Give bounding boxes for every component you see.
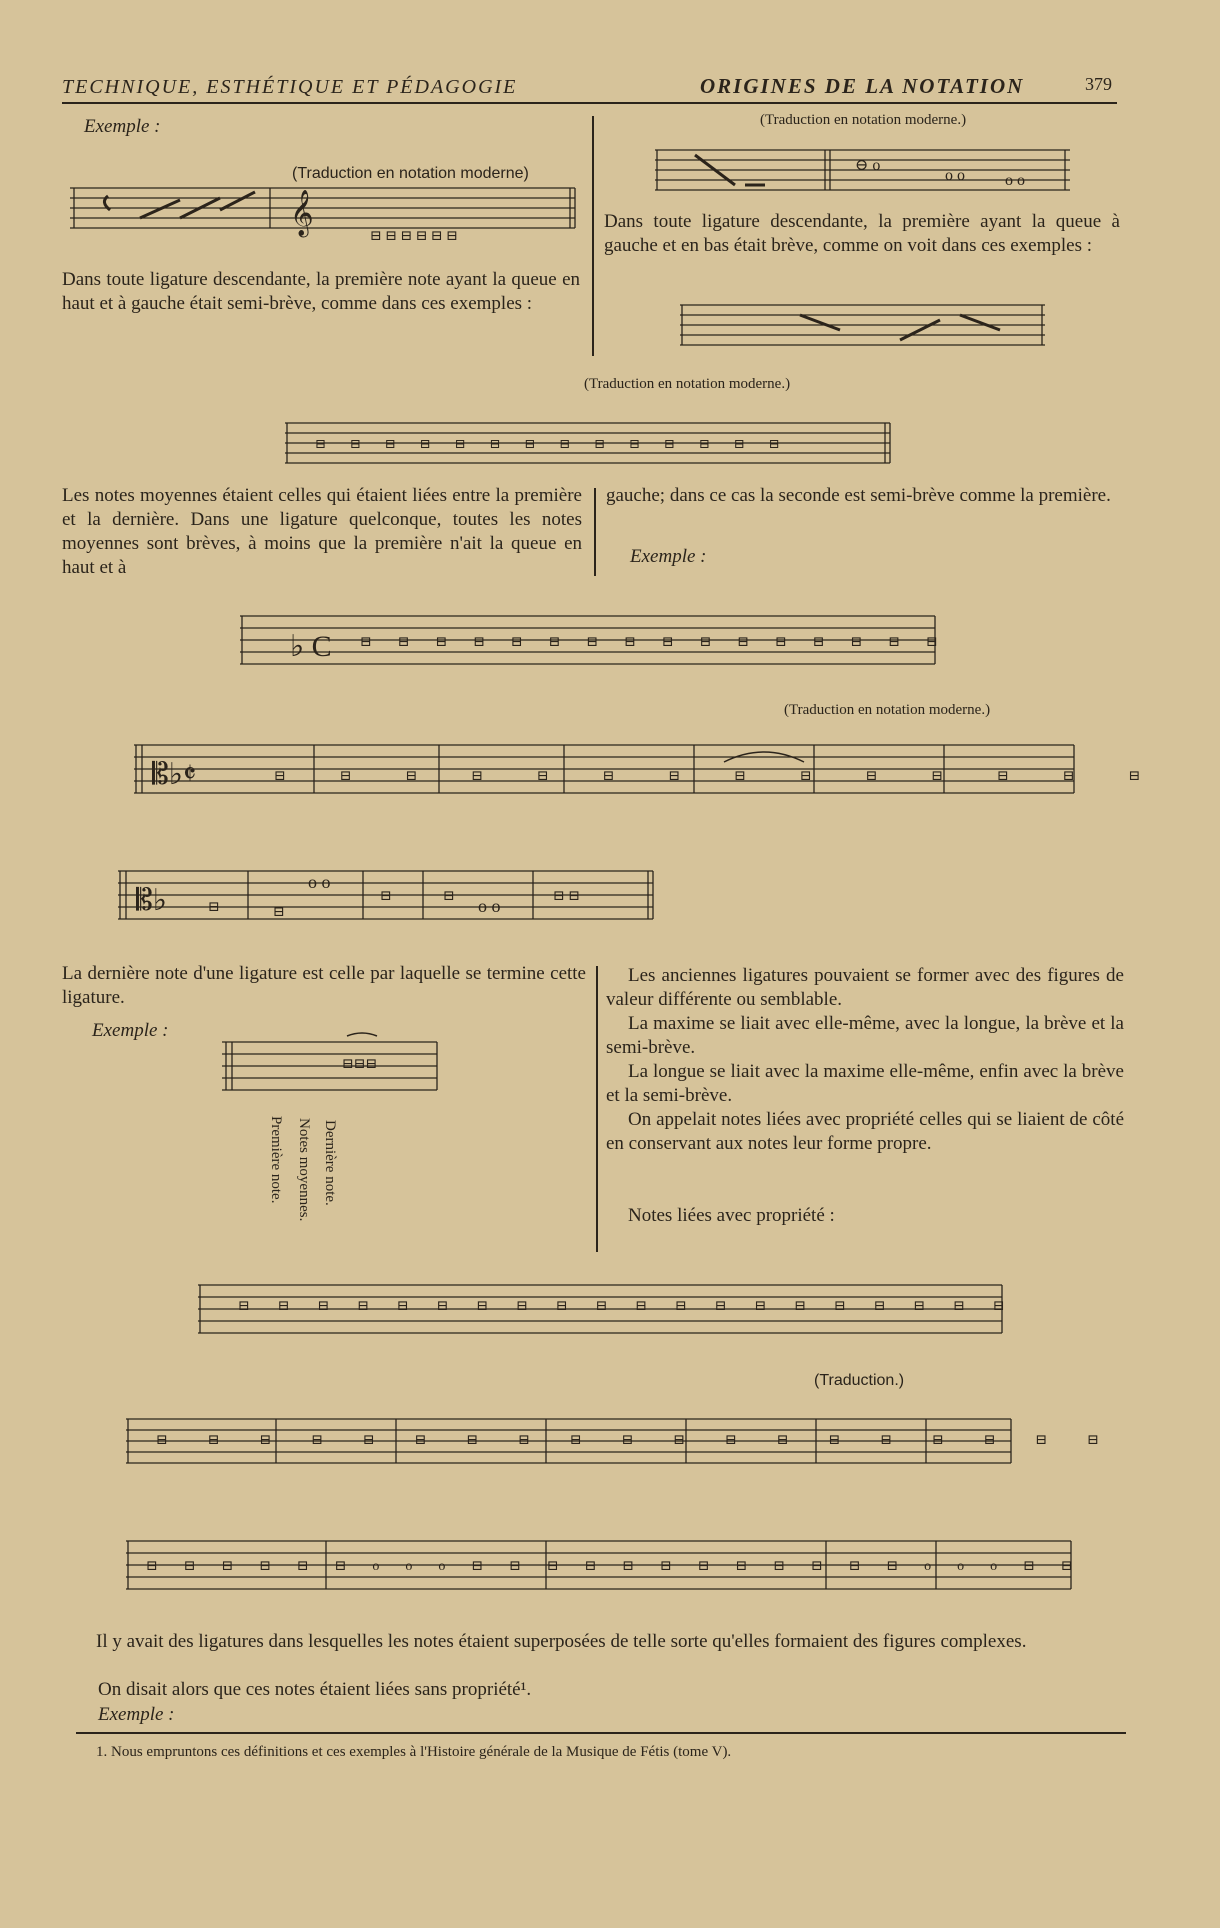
column-divider [592,116,594,356]
running-head-left: TECHNIQUE, ESTHÉTIQUE ET PÉDAGOGIE [62,76,518,98]
column-divider [596,966,598,1252]
svg-text:𝄡♭: 𝄡♭ [136,884,167,917]
music-staff-3 [680,300,1050,350]
example-label: Exemple : [84,116,161,137]
paragraph-notes-moyennes: Les notes moyennes étaient celles qui étaient liées entre la première et la dernière. Dans une ligature quelconque, toutes les notes moyennes sont brèves, à moins que la première n'ait la queue en haut et à [62,485,582,578]
label-derniere-note: Dernière note. [322,1120,338,1206]
svg-text:o o: o o [945,167,965,184]
running-head-right: ORIGINES DE LA NOTATION [700,74,1025,98]
translation-caption: (Traduction en notation moderne.) [760,112,967,128]
paragraph-sans-propriete: On disait alors que ces notes étaient liées sans propriété¹. [98,1679,532,1700]
music-staff-1 [70,180,580,250]
paragraph-superposees: Il y avait des ligatures dans lesquelles les notes étaient superposées de telle sorte qu'elles formaient des figures complexes. [96,1631,1027,1652]
svg-text:o o: o o [478,896,501,916]
footnote: 1. Nous empruntons ces définitions et ces exemples à l'Histoire générale de la Musique de Fétis (tome V). [96,1744,732,1760]
svg-text:𝄞: 𝄞 [290,190,314,236]
music-staff-8 [222,1032,442,1102]
paragraph-derniere-note: La dernière note d'une ligature est celle par laquelle se termine cette ligature. [62,963,586,1008]
svg-text:⊟ ⊟: ⊟ ⊟ [553,889,580,904]
music-staff-9 [198,1280,1033,1350]
music-staff-10 [126,1414,1139,1474]
translation-caption: (Traduction en notation moderne) [292,165,529,182]
svg-text:⊟: ⊟ [208,900,220,915]
example-label: Exemple : [92,1020,169,1041]
column-divider [594,488,596,576]
paragraph-descending-semibreve: Dans toute ligature descendante, la première note ayant la queue en haut et à gauche était semi-brève, comme dans ces exemples : [62,269,580,314]
translation-caption: (Traduction.) [814,1372,905,1389]
paragraph-avec-propriete: On appelait notes liées avec propriété celles qui se liaient de côté en conservant aux notes leur forme propre. [606,1109,1124,1154]
example-label: Exemple : [630,546,707,567]
svg-text:⊟⊟⊟⊟⊟⊟⊟⊟⊟⊟⊟⊟⊟⊟⊟⊟: ⊟⊟⊟⊟⊟⊟⊟⊟⊟⊟⊟⊟⊟⊟⊟⊟ [360,635,964,650]
svg-text:⊟⊟⊟⊟⊟⊟⊟⊟⊟⊟⊟⊟⊟⊟: ⊟⊟⊟⊟⊟⊟⊟⊟⊟⊟⊟⊟⊟⊟ [274,769,1195,784]
label-premiere-note: Première note. [268,1116,284,1204]
svg-text:⊟⊟⊟⊟⊟⊟⊟⊟⊟⊟⊟⊟⊟⊟⊟⊟⊟⊟⊟⊟: ⊟⊟⊟⊟⊟⊟⊟⊟⊟⊟⊟⊟⊟⊟⊟⊟⊟⊟⊟⊟ [238,1299,1033,1314]
svg-text:⊟⊟⊟: ⊟⊟⊟ [342,1057,378,1072]
translation-caption: (Traduction en notation moderne.) [584,376,791,392]
music-staff-6 [134,740,1195,810]
music-staff-4 [285,418,895,468]
paragraph-longue: La longue se liait avec la maxime elle-même, enfin avec la brève et la semi-brève. [606,1061,1124,1106]
svg-text:♭ C: ♭ C [290,630,332,663]
svg-text:o o: o o [308,872,331,892]
paragraph-descending-breve: Dans toute ligature descendante, la première ayant la queue à gauche et en bas était brève, comme on voit dans ces exemples : [604,211,1120,256]
header-rule [62,102,1117,104]
svg-text:o o: o o [1005,172,1025,189]
svg-text:⊟: ⊟ [443,889,455,904]
paragraph-maxime: La maxime se liait avec elle-même, avec la longue, la brève et la semi-brève. [606,1013,1124,1058]
music-staff-11 [126,1536,1099,1616]
page-number: 379 [1085,74,1112,94]
svg-text:⊟ ⊟ ⊟ ⊟ ⊟ ⊟: ⊟ ⊟ ⊟ ⊟ ⊟ ⊟ [370,229,458,244]
music-staff-2 [655,140,1075,200]
svg-text:⊟: ⊟ [380,889,392,904]
svg-text:𝄡♭𝄵: 𝄡♭𝄵 [152,758,197,791]
svg-text:⊟⊟⊟⊟⊟⊟⊟⊟⊟⊟⊟⊟⊟⊟⊟⊟⊟⊟⊟: ⊟⊟⊟⊟⊟⊟⊟⊟⊟⊟⊟⊟⊟⊟⊟⊟⊟⊟⊟ [156,1433,1139,1448]
svg-text:⊟: ⊟ [273,905,285,920]
paragraph-anciennes-ligatures: Les anciennes ligatures pouvaient se former avec des figures de valeur différente ou semblable. [606,965,1124,1010]
label-notes-moyennes: Notes moyennes. [296,1118,312,1222]
music-staff-5 [240,606,964,686]
svg-text:⊟⊟⊟⊟⊟⊟ooo⊟⊟⊟⊟⊟⊟⊟⊟⊟⊟⊟⊟ooo⊟⊟: ⊟⊟⊟⊟⊟⊟ooo⊟⊟⊟⊟⊟⊟⊟⊟⊟⊟⊟⊟ooo⊟⊟ [146,1559,1099,1574]
paragraph-notes-moyennes-cont: gauche; dans ce cas la seconde est semi-brève comme la première. [606,485,1111,506]
music-staff-7 [118,866,658,936]
translation-caption: (Traduction en notation moderne.) [784,702,991,718]
example-label: Exemple : [98,1704,175,1725]
svg-text:⊖ o: ⊖ o [855,157,881,174]
footnote-rule [76,1732,1126,1734]
svg-text:⊟⊟⊟⊟⊟⊟⊟⊟⊟⊟⊟⊟⊟⊟: ⊟⊟⊟⊟⊟⊟⊟⊟⊟⊟⊟⊟⊟⊟ [315,436,804,451]
paragraph-notes-liees: Notes liées avec propriété : [628,1205,835,1226]
